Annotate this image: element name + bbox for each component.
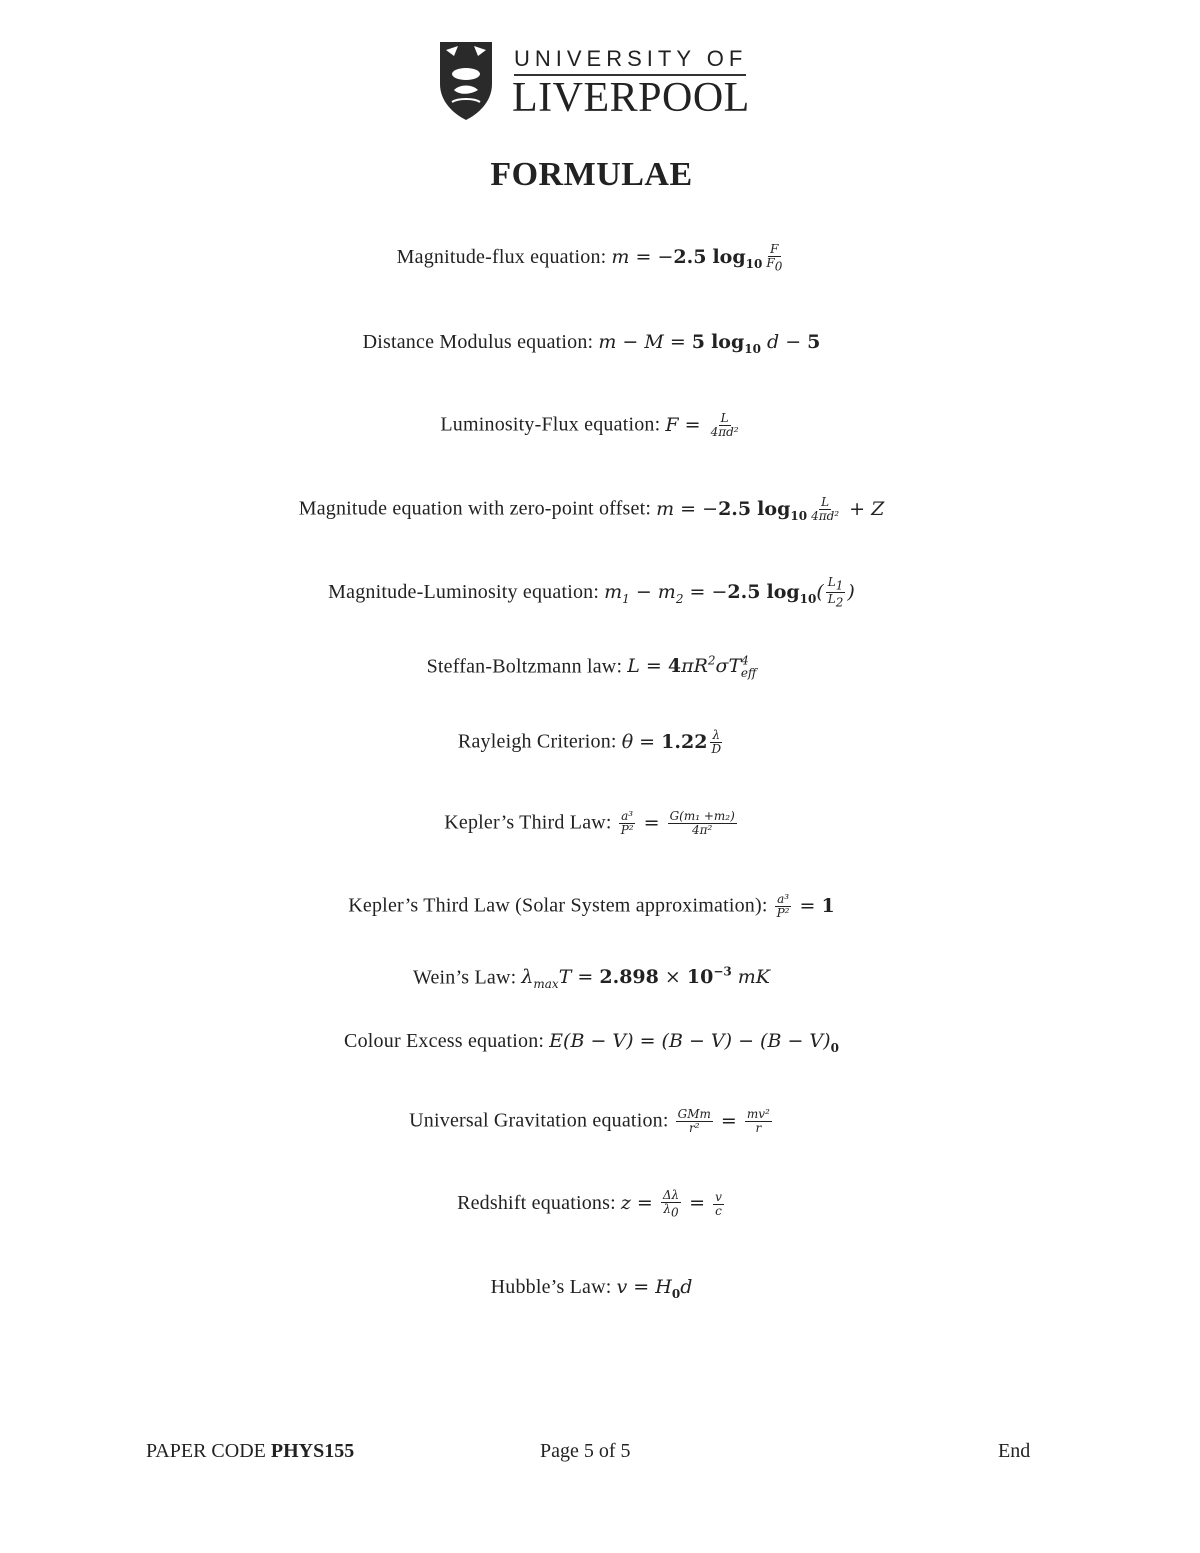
- formula-expression: $L = 4\pi R^2\sigma T^4_{eff}$: [627, 654, 757, 681]
- formula-wien: [0, 965, 1183, 991]
- formula-label: Luminosity-Flux equation:: [440, 413, 661, 436]
- formula-label: Magnitude-Luminosity equation:: [328, 580, 600, 603]
- formula-magnitude-luminosity: [0, 576, 1183, 610]
- crest-icon: [438, 40, 494, 122]
- formula-label: Colour Excess equation:: [344, 1030, 545, 1052]
- formula-redshift: [0, 1189, 1183, 1219]
- formula-kepler-solar: [0, 893, 1183, 920]
- formula-expression: $\lambda_{max}T = 2.898 \times 10^{-3}$ mK: [521, 965, 770, 992]
- formula-label: Rayleigh Criterion:: [457, 730, 617, 753]
- formula-label: Hubble’s Law:: [490, 1276, 612, 1298]
- formula-kepler-third: [0, 810, 1183, 837]
- formula-expression: $m_1 - m_2 = -2.5$ $\log_{10}$( $\frac{L_1}{L_2}$ ): [604, 575, 855, 610]
- formula-label: Steffan-Boltzmann law:: [426, 655, 623, 678]
- formula-hubble: [0, 1276, 1183, 1301]
- formula-label: Distance Modulus equation:: [362, 331, 594, 353]
- formula-expression: $E(B - V) = (B - V) - (B - V)_0$: [549, 1030, 839, 1055]
- formula-luminosity-flux: [0, 412, 1183, 439]
- formula-expression: m = −2.5 $\log_{10}$ $\frac{F}{F_0}$: [611, 242, 783, 274]
- university-logo: [438, 40, 748, 122]
- formula-expression: $\frac{\text{a³}}{\text{P²}}$ = 1: [776, 892, 835, 920]
- formula-stefan-boltzmann: [0, 654, 1183, 680]
- formula-label: Kepler’s Third Law (Solar System approximation):: [348, 894, 768, 917]
- formula-label: Magnitude equation with zero-point offset:: [298, 497, 652, 520]
- formula-label: Wein’s Law:: [413, 966, 517, 989]
- formula-label: Kepler’s Third Law:: [444, 811, 612, 834]
- logo-line2: LIVERPOOL: [512, 75, 750, 121]
- formula-label: Magnitude-flux equation:: [396, 246, 607, 269]
- formula-distance-modulus: [0, 331, 1183, 356]
- formula-expression: $\frac{\text{a³}}{\text{P²}}$ = $\frac{\text{G(m₁ +m₂)}}{\text{4π²}}$: [620, 809, 735, 837]
- formula-expression: F = $\frac{L}{\text{4πd²}}$: [665, 411, 739, 439]
- formula-colour-excess: [0, 1030, 1183, 1055]
- formula-expression: m − M = 5 $\log_{10} d - 5$: [598, 331, 821, 356]
- formula-expression: $v = H_0d$: [616, 1276, 693, 1301]
- formula-universal-gravitation: [0, 1108, 1183, 1135]
- paper-code-value: PHYS155: [270, 1440, 355, 1462]
- footer-end: End: [998, 1440, 1031, 1462]
- footer-paper-code: [146, 1440, 354, 1463]
- paper-code-label: PAPER CODE: [146, 1440, 266, 1462]
- formula-magnitude-flux: [0, 243, 1183, 273]
- formula-expression: z = $\frac{\Delta\lambda}{\lambda_0}$ = $\frac{v}{c}$: [620, 1188, 722, 1220]
- logo-line1: UNIVERSITY OF: [514, 46, 748, 71]
- formula-expression: m = −2.5 $\log_{10}$ $\frac{L}{\text{4πd²}}$ + Z: [656, 495, 885, 523]
- formula-rayleigh: [0, 729, 1183, 756]
- formula-label: Universal Gravitation equation:: [409, 1109, 669, 1132]
- page-title: FORMULAE: [490, 156, 693, 193]
- formula-magnitude-zero-point: [0, 496, 1183, 523]
- formula-expression: θ = 1.22 $\frac{\lambda}{D}$: [621, 728, 722, 756]
- formula-expression: $\frac{\text{GMm}}{\text{r²}}$ = $\frac{\text{mv²}}{r}$: [677, 1107, 770, 1135]
- formula-label: Redshift equations:: [457, 1192, 616, 1215]
- footer-page-number: Page 5 of 5: [540, 1440, 631, 1462]
